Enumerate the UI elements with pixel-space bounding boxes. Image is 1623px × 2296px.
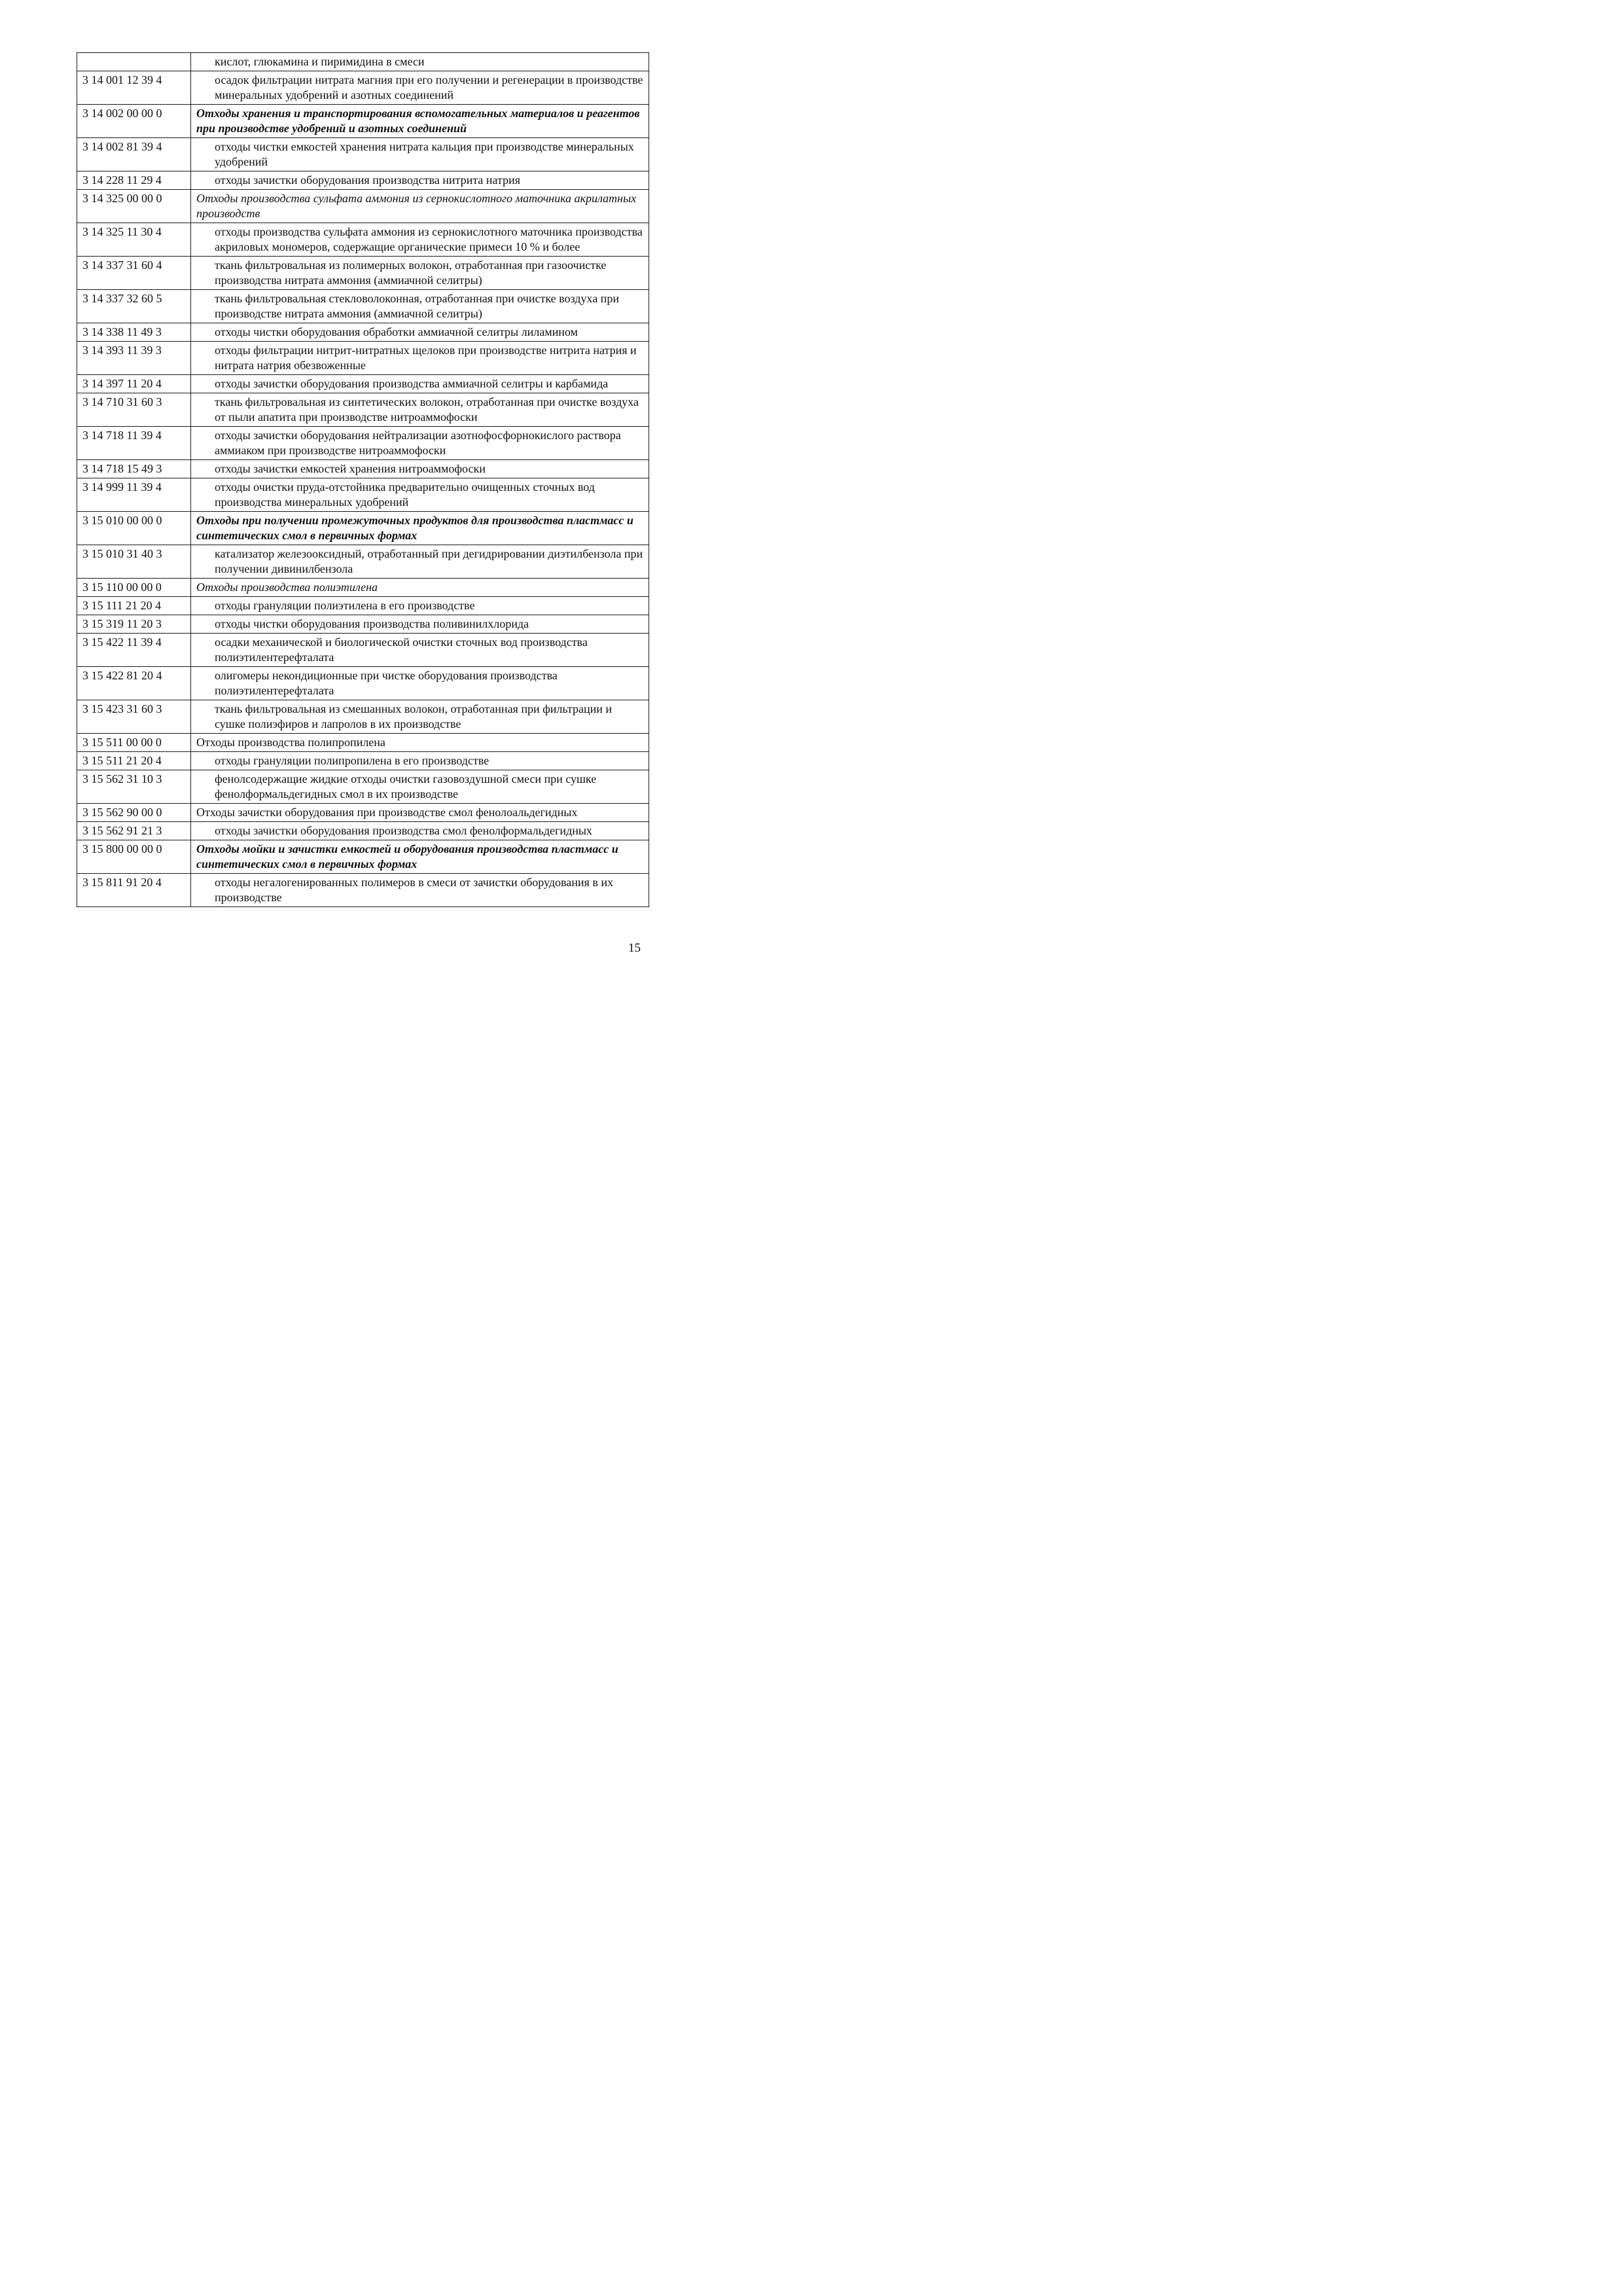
waste-code-cell: 3 14 337 31 60 4: [77, 257, 191, 290]
waste-description-cell: ткань фильтровальная из полимерных волокон, отработанная при газоочистке производства нитрата аммония (аммиачной селитры): [191, 257, 649, 290]
table-row: [77, 770, 649, 804]
waste-group-heading-cell: Отходы производства полипропилена: [191, 734, 649, 752]
table-row: [77, 427, 649, 460]
waste-description-cell: отходы зачистки оборудования производства аммиачной селитры и карбамида: [191, 375, 649, 393]
waste-code-cell: 3 15 562 90 00 0: [77, 804, 191, 822]
table-row: [77, 290, 649, 323]
table-body: [77, 53, 649, 907]
waste-code-cell: 3 15 111 21 20 4: [77, 597, 191, 615]
waste-description-cell: осадок фильтрации нитрата магния при его получении и регенерации в производстве минеральных удобрений и азотных соединений: [191, 71, 649, 105]
waste-group-heading-cell: Отходы производства сульфата аммония из сернокислотного маточника акрилатных производств: [191, 190, 649, 223]
waste-code-cell: 3 15 422 11 39 4: [77, 634, 191, 667]
table-row: [77, 257, 649, 290]
waste-code-cell: 3 14 002 00 00 0: [77, 105, 191, 138]
waste-code-cell: 3 14 228 11 29 4: [77, 171, 191, 190]
table-row: [77, 545, 649, 579]
waste-group-heading-cell: Отходы зачистки оборудования при производстве смол фенолоальдегидных: [191, 804, 649, 822]
table-row: [77, 752, 649, 770]
waste-description-cell: отходы чистки оборудования обработки аммиачной селитры лиламином: [191, 323, 649, 342]
table-row: [77, 822, 649, 840]
table-row: [77, 478, 649, 512]
waste-description-cell: катализатор железооксидный, отработанный при дегидрировании диэтилбензола при получении дивинилбензола: [191, 545, 649, 579]
waste-classification-table: [77, 52, 649, 907]
waste-description-cell: олигомеры некондиционные при чистке оборудования производства полиэтилентерефталата: [191, 667, 649, 700]
waste-code-cell: 3 15 423 31 60 3: [77, 700, 191, 734]
table-row: [77, 53, 649, 71]
waste-description-cell: ткань фильтровальная из смешанных волокон, отработанная при фильтрации и сушке полиэфиров и лапролов в их производстве: [191, 700, 649, 734]
waste-description-cell: отходы негалогенированных полимеров в смеси от зачистки оборудования в их производстве: [191, 874, 649, 907]
waste-description-cell: отходы производства сульфата аммония из сернокислотного маточника производства акриловых мономеров, содержащие органические примеси 10 % и более: [191, 223, 649, 257]
waste-code-cell: 3 15 010 31 40 3: [77, 545, 191, 579]
waste-group-heading-cell: Отходы хранения и транспортирования вспомогательных материалов и реагентов при производстве удобрений и азотных соединений: [191, 105, 649, 138]
waste-code-cell: [77, 53, 191, 71]
table-row: [77, 512, 649, 545]
waste-description-cell: фенолсодержащие жидкие отходы очистки газовоздушной смеси при сушке фенолформальдегидных смол в их производстве: [191, 770, 649, 804]
table-row: [77, 138, 649, 171]
waste-description-cell: ткань фильтровальная из синтетических волокон, отработанная при очистке воздуха от пыли апатита при производстве нитроаммофоски: [191, 393, 649, 427]
waste-group-heading-cell: Отходы производства полиэтилена: [191, 579, 649, 597]
waste-code-cell: 3 14 325 00 00 0: [77, 190, 191, 223]
table-row: [77, 342, 649, 375]
table-row: [77, 597, 649, 615]
waste-description-cell: отходы очистки пруда-отстойника предварительно очищенных сточных вод производства минеральных удобрений: [191, 478, 649, 512]
table-row: [77, 700, 649, 734]
waste-description-cell: отходы зачистки емкостей хранения нитроаммофоски: [191, 460, 649, 478]
waste-code-cell: 3 15 010 00 00 0: [77, 512, 191, 545]
waste-description-cell: отходы зачистки оборудования производства нитрита натрия: [191, 171, 649, 190]
waste-code-cell: 3 15 422 81 20 4: [77, 667, 191, 700]
table-row: [77, 323, 649, 342]
waste-code-cell: 3 15 110 00 00 0: [77, 579, 191, 597]
table-row: [77, 634, 649, 667]
waste-code-cell: 3 14 002 81 39 4: [77, 138, 191, 171]
waste-description-cell: осадки механической и биологической очистки сточных вод производства полиэтилентерефталата: [191, 634, 649, 667]
waste-code-cell: 3 15 562 91 21 3: [77, 822, 191, 840]
waste-code-cell: 3 15 319 11 20 3: [77, 615, 191, 634]
table-row: [77, 171, 649, 190]
table-row: [77, 375, 649, 393]
waste-code-cell: 3 14 325 11 30 4: [77, 223, 191, 257]
table-row: [77, 393, 649, 427]
waste-description-cell: ткань фильтровальная стекловолоконная, отработанная при очистке воздуха при производстве нитрата аммония (аммиачной селитры): [191, 290, 649, 323]
waste-description-cell: отходы грануляции полипропилена в его производстве: [191, 752, 649, 770]
waste-description-cell: отходы грануляции полиэтилена в его производстве: [191, 597, 649, 615]
waste-code-cell: 3 14 001 12 39 4: [77, 71, 191, 105]
waste-code-cell: 3 14 999 11 39 4: [77, 478, 191, 512]
table-row: [77, 804, 649, 822]
table-row: [77, 460, 649, 478]
waste-description-cell: отходы фильтрации нитрит-нитратных щелоков при производстве нитрита натрия и нитрата натрия обезвоженные: [191, 342, 649, 375]
waste-code-cell: 3 14 718 15 49 3: [77, 460, 191, 478]
waste-code-cell: 3 15 511 00 00 0: [77, 734, 191, 752]
table-row: [77, 223, 649, 257]
waste-code-cell: 3 15 811 91 20 4: [77, 874, 191, 907]
table-row: [77, 734, 649, 752]
table-row: [77, 105, 649, 138]
table-row: [77, 874, 649, 907]
waste-code-cell: 3 15 562 31 10 3: [77, 770, 191, 804]
waste-code-cell: 3 14 337 32 60 5: [77, 290, 191, 323]
waste-code-cell: 3 14 397 11 20 4: [77, 375, 191, 393]
waste-description-cell: отходы зачистки оборудования нейтрализации азотнофосфорнокислого раствора аммиаком при производстве нитроаммофоски: [191, 427, 649, 460]
waste-group-heading-cell: Отходы мойки и зачистки емкостей и оборудования производства пластмасс и синтетических смол в первичных формах: [191, 840, 649, 874]
waste-code-cell: 3 14 718 11 39 4: [77, 427, 191, 460]
table-row: [77, 615, 649, 634]
waste-code-cell: 3 14 338 11 49 3: [77, 323, 191, 342]
waste-description-cell: кислот, глюкамина и пиримидина в смеси: [191, 53, 649, 71]
table-row: [77, 190, 649, 223]
table-row: [77, 71, 649, 105]
table-row: [77, 840, 649, 874]
waste-code-cell: 3 14 393 11 39 3: [77, 342, 191, 375]
waste-code-cell: 3 15 511 21 20 4: [77, 752, 191, 770]
waste-code-cell: 3 14 710 31 60 3: [77, 393, 191, 427]
waste-description-cell: отходы чистки емкостей хранения нитрата кальция при производстве минеральных удобрений: [191, 138, 649, 171]
waste-description-cell: отходы зачистки оборудования производства смол фенолформальдегидных: [191, 822, 649, 840]
table-row: [77, 667, 649, 700]
waste-description-cell: отходы чистки оборудования производства поливинилхлорида: [191, 615, 649, 634]
waste-group-heading-cell: Отходы при получении промежуточных продуктов для производства пластмасс и синтетических смол в первичных формах: [191, 512, 649, 545]
table-row: [77, 579, 649, 597]
waste-code-cell: 3 15 800 00 00 0: [77, 840, 191, 874]
page-number: 15: [628, 941, 641, 955]
